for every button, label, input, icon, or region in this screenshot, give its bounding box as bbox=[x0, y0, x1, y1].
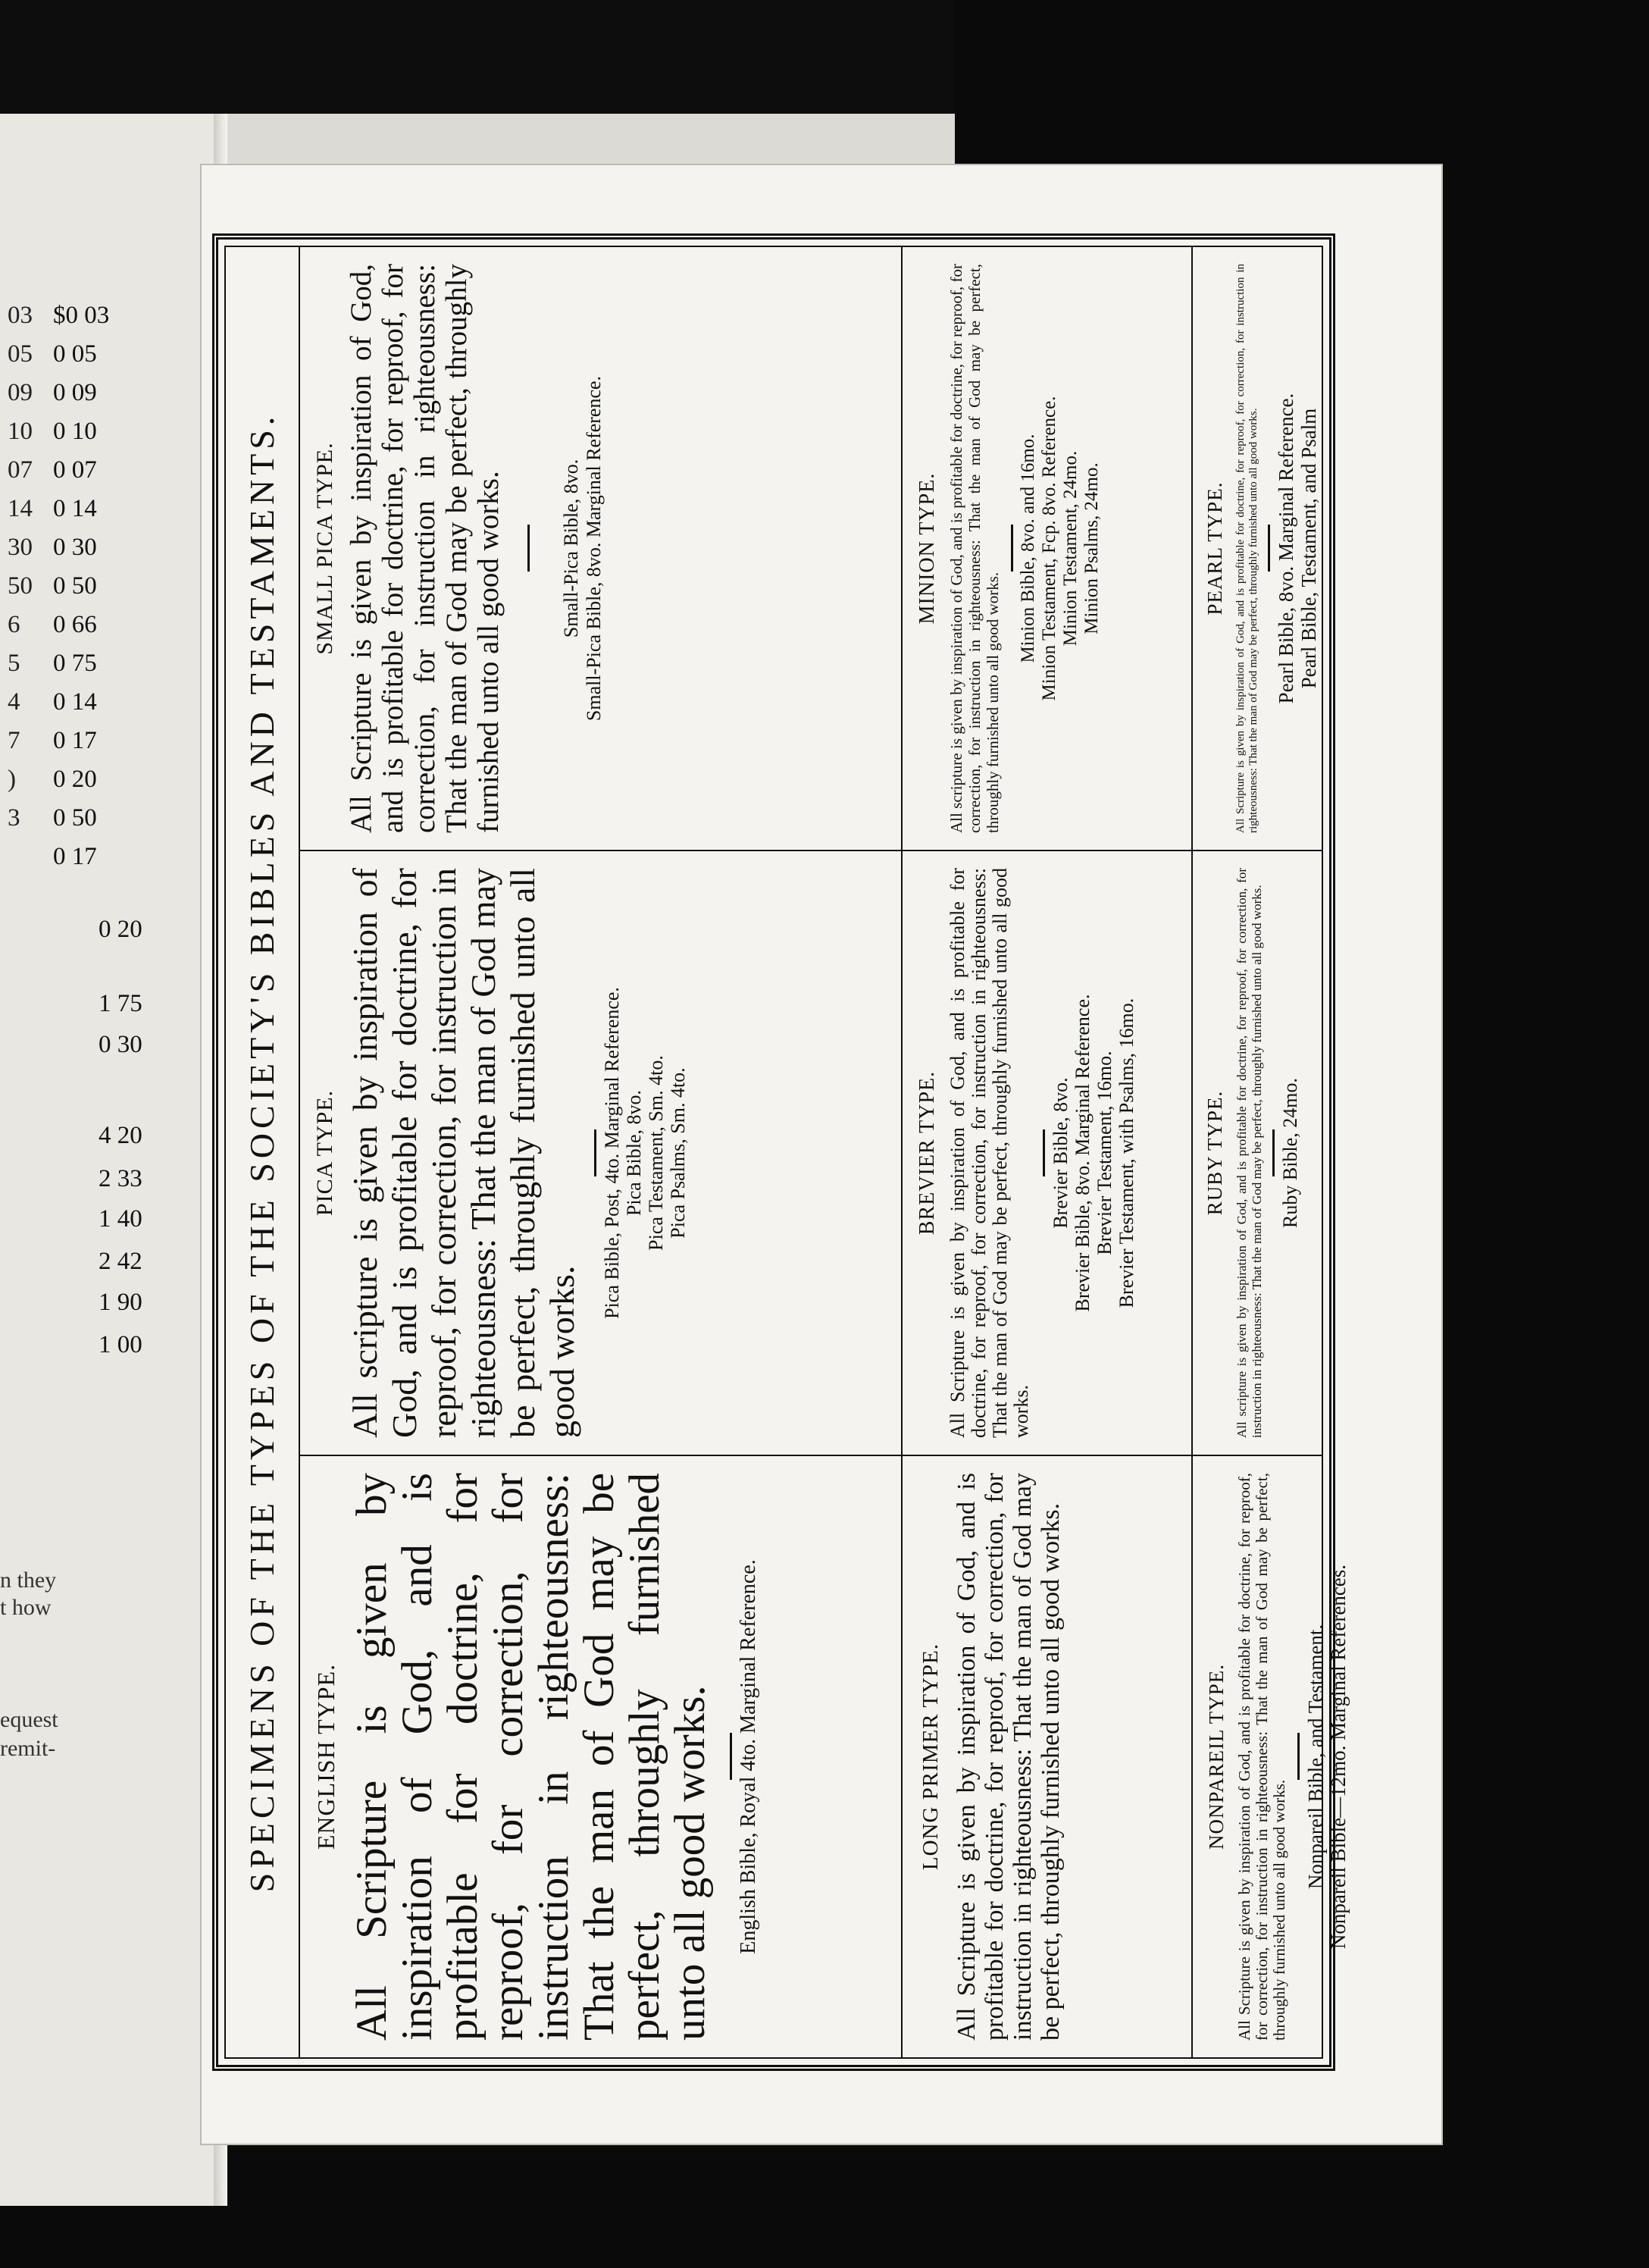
divider-rule bbox=[1011, 525, 1013, 572]
edition-list bbox=[601, 868, 689, 1438]
price-right: 0 30 bbox=[99, 1031, 142, 1058]
edition-item: Small-Pica Bible, 8vo. bbox=[560, 459, 582, 638]
edition-list bbox=[1018, 264, 1103, 833]
price-right: 2 33 bbox=[99, 1165, 142, 1192]
price-right: 1 40 bbox=[99, 1205, 142, 1233]
specimen-text: All Scripture is given by inspiration of God, and is profitable for doctrine, for reproof, for correction, for instruction in righteousness: That the man of God may be perfect, throughly furnished unto all good works. bbox=[1234, 264, 1259, 833]
edition-item: Pica Testament, Sm. 4to. bbox=[645, 1055, 667, 1251]
specimen-nonpareil bbox=[1194, 1456, 1467, 2057]
specimen-text: All Scripture is given by inspiration of God, and is profitable for doctrine, for reproof, for correction, for instruction in righteousness: That the man of God may be perfect, throughly furnished unto all good works. bbox=[1235, 1473, 1288, 2041]
specimen-text: All Scripture is given by inspiration of God, and is profitable for doctrine, for reproof, for correction, for instruction in righteousness: That the man of God may be perfect, throughly furnished unto all good works. bbox=[345, 264, 505, 833]
price-row bbox=[8, 303, 136, 328]
price-left: ) bbox=[8, 766, 16, 793]
specimen-heading: PEARL TYPE. bbox=[1203, 481, 1226, 616]
edition-item: Minion Psalms, 24mo. bbox=[1081, 462, 1102, 634]
price-left: 10 bbox=[8, 418, 33, 445]
price-row bbox=[8, 1248, 142, 1275]
price-row bbox=[8, 1031, 142, 1058]
edition-item: Pearl Bible, 8vo. Marginal Reference. bbox=[1275, 393, 1297, 704]
row-divider bbox=[901, 247, 903, 850]
edition-list bbox=[1304, 1473, 1350, 2041]
specimen-text: All scripture is given by inspiration of God, and is profitable for doctrine, for reproof, for correction, for instruction in righteousness: That the man of God may be perfect, throughly furnished unto all good works. bbox=[346, 868, 581, 1438]
text-fragment: t how bbox=[0, 1595, 52, 1620]
text-fragment: n they bbox=[0, 1568, 57, 1593]
specimen-small-pica bbox=[299, 247, 897, 850]
specimen-column-2 bbox=[299, 850, 1322, 1455]
divider-rule bbox=[527, 525, 530, 572]
price-right: 0 07 bbox=[53, 456, 97, 484]
edition-item: Minion Testament, Fcp. 8vo. Reference. bbox=[1039, 396, 1059, 701]
specimen-heading: BREVIER TYPE. bbox=[915, 1070, 939, 1236]
price-row bbox=[8, 381, 136, 406]
price-row bbox=[8, 651, 136, 676]
specimen-minion bbox=[905, 247, 1185, 850]
specimen-english bbox=[299, 1456, 897, 2057]
row-divider bbox=[901, 851, 903, 1455]
price-row bbox=[8, 574, 136, 599]
price-left: 3 bbox=[8, 804, 20, 832]
edition-list bbox=[1050, 868, 1137, 1438]
price-right: 0 10 bbox=[53, 418, 97, 445]
price-row bbox=[8, 1331, 142, 1358]
price-left: 09 bbox=[8, 379, 33, 406]
price-row bbox=[8, 1205, 142, 1233]
divider-rule bbox=[1272, 1129, 1275, 1176]
specimen-text: All scripture is given by inspiration of God, and is profitable for doctrine, for reproof, for correction, for instruction in righteousness: That the man of God may be perfect, throughly furnished unto all good works. bbox=[1234, 868, 1264, 1438]
divider-rule bbox=[730, 1734, 732, 1781]
specimen-text: All Scripture is given by inspiration of God, and is profitable for doctrine, for reproof, for correction, for instruction in righteousness: That the man of God may be perfect, throughly furnished unto all good works. bbox=[348, 1473, 714, 2041]
price-row bbox=[8, 767, 136, 792]
price-row bbox=[8, 1165, 142, 1192]
price-right: 4 20 bbox=[99, 1122, 142, 1149]
text-fragment: remit- bbox=[0, 1736, 56, 1761]
edition-item: Pearl Bible, Testament, and Psalm bbox=[1297, 408, 1320, 689]
price-right: 0 75 bbox=[53, 650, 97, 677]
price-right: 1 00 bbox=[99, 1331, 142, 1358]
rotated-specimen-table bbox=[226, 247, 1350, 2057]
specimen-heading: PICA TYPE. bbox=[312, 1089, 337, 1217]
specimen-column-3 bbox=[299, 247, 1322, 850]
edition-item: Small-Pica Bible, 8vo. Marginal Reference. bbox=[583, 375, 605, 722]
price-row bbox=[8, 990, 142, 1017]
specimen-heading: SMALL PICA TYPE. bbox=[312, 442, 337, 655]
specimen-text: All scripture is given by inspiration of God, and is profitable for doctrine, for reproof, for correction, for instruction in righteousness: That the man of God may be perfect, throughly furnished unto all good works. bbox=[947, 264, 1002, 833]
specimen-pica bbox=[299, 851, 897, 1455]
edition-item: Pica Psalms, Sm. 4to. bbox=[667, 1067, 689, 1239]
price-right: 0 66 bbox=[53, 611, 97, 638]
price-row bbox=[8, 844, 136, 869]
price-row bbox=[8, 1122, 142, 1149]
price-left: 03 bbox=[8, 302, 33, 329]
price-row bbox=[8, 535, 136, 560]
price-left: 30 bbox=[8, 534, 33, 561]
price-right: 0 20 bbox=[53, 766, 97, 793]
edition-item: Minion Testament, 24mo. bbox=[1060, 450, 1081, 647]
price-left: 50 bbox=[8, 572, 33, 600]
edition-list bbox=[1279, 868, 1302, 1438]
specimen-heading: NONPAREIL TYPE. bbox=[1205, 1663, 1228, 1850]
specimen-heading: RUBY TYPE. bbox=[1203, 1090, 1226, 1216]
price-left: 07 bbox=[8, 456, 33, 484]
specimen-column-1 bbox=[299, 1455, 1350, 2057]
price-row bbox=[8, 458, 136, 483]
row-divider bbox=[1191, 1456, 1193, 2057]
price-left: 4 bbox=[8, 688, 20, 716]
price-left: 6 bbox=[8, 611, 20, 638]
facing-page bbox=[0, 114, 227, 2206]
specimen-brevier bbox=[905, 851, 1185, 1455]
price-row bbox=[8, 916, 142, 943]
edition-list bbox=[560, 264, 605, 833]
divider-rule bbox=[1268, 525, 1270, 572]
edition-item: Brevier Bible, 8vo. Marginal Reference. bbox=[1072, 994, 1094, 1312]
edition-item: English Bible, Royal 4to. Marginal Reference. bbox=[737, 1559, 760, 1954]
text-fragment: equest bbox=[0, 1707, 58, 1732]
price-row bbox=[8, 342, 136, 367]
divider-rule bbox=[1043, 1129, 1045, 1176]
price-right: 0 17 bbox=[53, 843, 97, 870]
price-right: 0 09 bbox=[53, 379, 97, 406]
price-right: 0 50 bbox=[53, 804, 97, 832]
edition-item: Ruby Bible, 24mo. bbox=[1279, 1078, 1301, 1228]
edition-item: Brevier Bible, 8vo. bbox=[1050, 1077, 1072, 1229]
row-divider bbox=[1191, 851, 1193, 1455]
price-row bbox=[8, 612, 136, 637]
specimen-heading: MINION TYPE. bbox=[915, 472, 939, 625]
price-right: 0 14 bbox=[53, 495, 97, 522]
price-right: $0 03 bbox=[53, 302, 110, 329]
price-right: 0 30 bbox=[53, 534, 97, 561]
price-row bbox=[8, 497, 136, 522]
specimen-pearl bbox=[1194, 247, 1467, 850]
edition-list bbox=[737, 1473, 761, 2041]
divider-rule bbox=[1297, 1734, 1300, 1781]
price-right: 1 90 bbox=[99, 1289, 142, 1316]
specimen-text: All Scripture is given by inspiration of God, and is profitable for doctrine, for reproof, for correction, for instruction in righteousness: That the man of God may be perfect, throughly furnished unto all good works. bbox=[947, 868, 1032, 1438]
edition-item: Pica Bible, Post, 4to. Marginal Reference. bbox=[601, 987, 623, 1319]
price-right: 0 20 bbox=[99, 916, 142, 943]
price-left: 14 bbox=[8, 495, 33, 522]
specimen-heading: LONG PRIMER TYPE. bbox=[918, 1643, 943, 1871]
specimen-heading: ENGLISH TYPE. bbox=[312, 1663, 340, 1850]
price-row bbox=[8, 806, 136, 831]
edition-item: Brevier Testament, 16mo. bbox=[1094, 1051, 1116, 1255]
row-divider bbox=[901, 1456, 903, 2057]
price-row bbox=[8, 419, 136, 444]
price-left: 5 bbox=[8, 650, 20, 677]
price-left: 05 bbox=[8, 340, 33, 368]
price-right: 0 17 bbox=[53, 727, 97, 754]
page-title: SPECIMENS OF THE TYPES OF THE SOCIETY'S BIBLES AND TESTAMENTS. bbox=[226, 247, 300, 2057]
price-row bbox=[8, 690, 136, 715]
edition-item: Pica Bible, 8vo. bbox=[623, 1089, 645, 1217]
edition-list bbox=[1275, 264, 1320, 833]
row-divider bbox=[1191, 247, 1193, 850]
edition-item: Brevier Testament, with Psalms, 16mo. bbox=[1116, 998, 1137, 1308]
price-right: 2 42 bbox=[99, 1248, 142, 1275]
price-right: 1 75 bbox=[99, 990, 142, 1017]
divider-rule bbox=[594, 1129, 596, 1176]
specimen-ruby bbox=[1194, 851, 1467, 1455]
price-right: 0 14 bbox=[53, 688, 97, 716]
price-right: 0 05 bbox=[53, 340, 97, 368]
specimen-long-primer bbox=[905, 1456, 1185, 2057]
price-right: 0 50 bbox=[53, 572, 97, 600]
price-left: 7 bbox=[8, 727, 20, 754]
price-row bbox=[8, 1289, 142, 1316]
specimen-text: All Scripture is given by inspiration of God, and is profitable for doctrine, for reproof, for correction, for instruction in righteousness: That the man of God may be perfect, throughly furnished unto all good works. bbox=[953, 1473, 1065, 2041]
edition-item: Nonpareil Bible, and Testament. bbox=[1304, 1624, 1327, 1890]
edition-item: Minion Bible, 8vo. and 16mo. bbox=[1018, 434, 1038, 663]
price-row bbox=[8, 728, 136, 753]
edition-item: Nonpareil Bible—12mo. Marginal References. bbox=[1327, 1564, 1350, 1950]
